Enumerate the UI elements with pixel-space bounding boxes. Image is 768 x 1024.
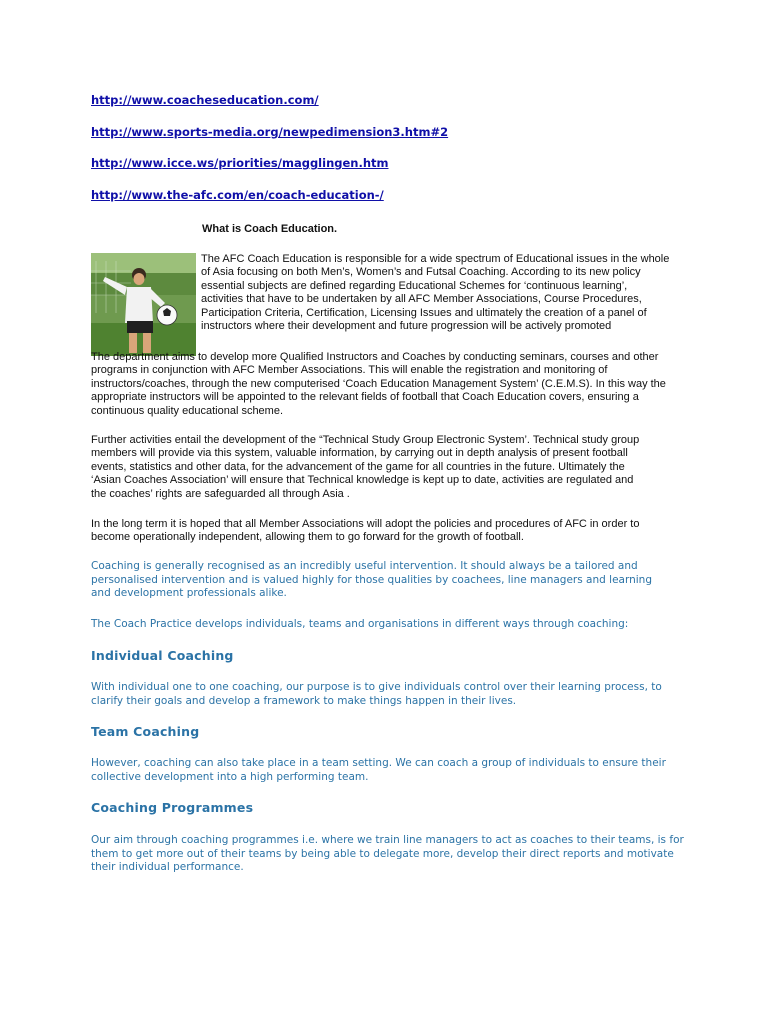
paragraph-coaching-programmes: Our aim through coaching programmes i.e. where we train line managers to act as coaches to their teams, is for them to get more out of their teams by being able to delegate more, develop their direct reports and motivate their individual performance. [91,834,684,873]
paragraph-afc-coach-education: The AFC Coach Education is responsible for a wide spectrum of Educational issues in the whole of Asia focusing on both Men’s, Women’s and Futsal Coaching. According to its new policy essential subjects are defined regarding Educational Schemes for ‘continuous learning’, activities that have to be undertaken by all AFC Member Associations, Course Procedures, Participation Criteria, Certification, Licensing Issues and ultimately the creation of a panel of instructors where their development and future progression will be actively promoted [201,253,670,333]
paragraph-coach-practice: The Coach Practice develops individuals, teams and organisations in different ways through coaching: [91,618,629,630]
paragraph-further-activities: Further activities entail the development of the “Technical Study Group Electronic System’. Technical study group members will provide via this system, valuable information, by carrying out in depth analysis of present football events, statistics and other data, for the advancement of the game for all countries in the future. Ultimately the ‘Asian Coaches Association’ will ensure that Technical knowledge is kept up to date, activities are regulated and the coaches’ rights are safeguarded all through Asia . [91,434,640,500]
paragraph-department-aims: The department aims to develop more Qualified Instructors and Coaches by conducting seminars, courses and other programs in conjunction with AFC Member Associations. This will enable the registration and monitoring of instructors/coaches, through the new computerised ‘Coach Education Management System’ (C.E.M.S). In this way the appropriate instructors will be appointed to the relevant fields of football that Coach Education covers, ensuring a continuous quality educational scheme. [91,351,666,417]
coach-photo [91,253,196,356]
link-the-afc[interactable]: http://www.the-afc.com/en/coach-education-/ [91,188,384,202]
link-icce[interactable]: http://www.icce.ws/priorities/magglingen.htm [91,156,389,170]
link-sports-media[interactable]: http://www.sports-media.org/newpedimension3.htm#2 [91,125,449,139]
paragraph-long-term: In the long term it is hoped that all Member Associations will adopt the policies and procedures of AFC in order to become operationally independent, allowing them to go forward for the growth of football. [91,518,640,544]
paragraph-team-coaching: However, coaching can also take place in a team setting. We can coach a group of individuals to ensure their collective development into a high performing team. [91,757,666,783]
heading-team-coaching: Team Coaching [91,724,200,739]
link-coacheseducation[interactable]: http://www.coacheseducation.com/ [91,93,319,107]
paragraph-individual-coaching: With individual one to one coaching, our purpose is to give individuals control over their learning process, to clarify their goals and develop a framework to make things happen in their lives. [91,681,662,707]
paragraph-coaching-intro: Coaching is generally recognised as an incredibly useful intervention. It should always be a tailored and personalised intervention and is valued highly for those qualities by coachees, line managers and learning and development professionals alike. [91,560,652,599]
heading-coaching-programmes: Coaching Programmes [91,800,254,815]
section-title: What is Coach Education. [202,223,338,235]
heading-individual-coaching: Individual Coaching [91,648,234,663]
